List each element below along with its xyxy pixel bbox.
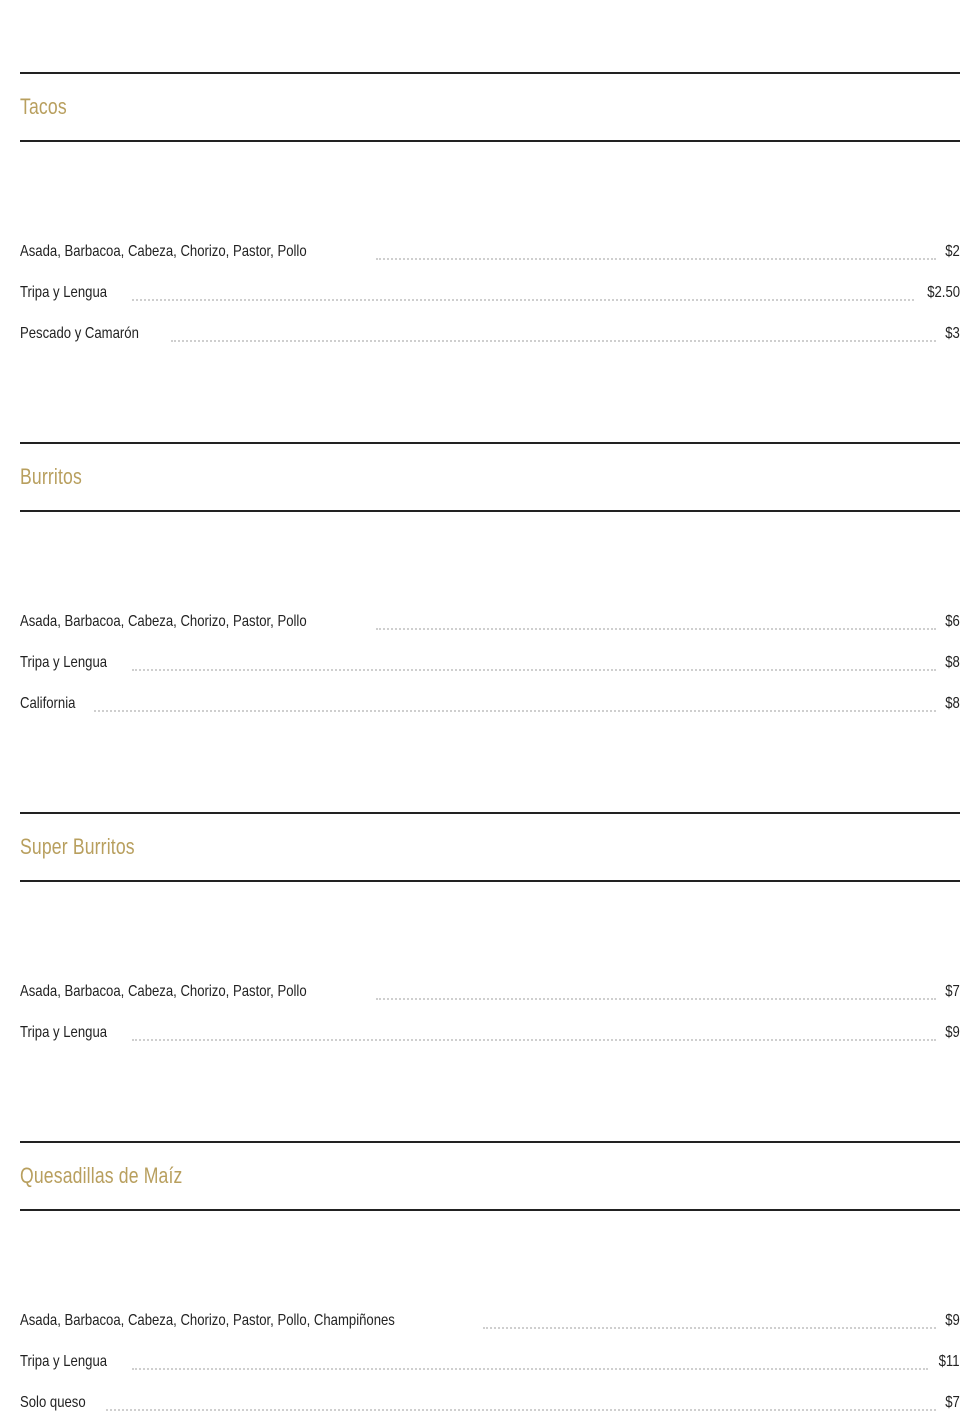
dot-leader [132, 299, 914, 301]
dot-leader [376, 258, 937, 260]
menu-item-name: Asada, Barbacoa, Cabeza, Chorizo, Pastor, Pollo [20, 612, 307, 630]
section-title: Quesadillas de Maíz [20, 1163, 183, 1188]
dot-leader [106, 1409, 936, 1411]
menu-item-price: $2 [945, 242, 960, 260]
menu-item-name: Tripa y Lengua [20, 1023, 108, 1041]
menu-item-price: $6 [945, 612, 960, 630]
dot-leader [132, 669, 936, 671]
section-divider [20, 880, 960, 882]
menu-item [20, 683, 960, 724]
dot-leader [132, 1039, 936, 1041]
menu-item [20, 642, 960, 683]
menu-item-name: Tripa y Lengua [20, 283, 108, 301]
dot-leader [171, 340, 936, 342]
menu-item-list [20, 601, 960, 724]
menu-item-name: Pescado y Camarón [20, 324, 139, 342]
menu-item-name: Asada, Barbacoa, Cabeza, Chorizo, Pastor, Pollo [20, 242, 307, 260]
menu-section-tacos [20, 72, 960, 354]
menu-item [20, 601, 960, 642]
menu-section-burritos [20, 442, 960, 724]
section-title: Tacos [20, 94, 67, 119]
menu-item-name: Asada, Barbacoa, Cabeza, Chorizo, Pastor, Pollo, Champiñones [20, 1311, 395, 1329]
dot-leader [376, 628, 937, 630]
menu-item-price: $9 [945, 1311, 960, 1329]
menu-item-price: $7 [945, 982, 960, 1000]
menu-item-price: $3 [945, 324, 960, 342]
menu-item-list [20, 1300, 960, 1423]
menu-item-name: Tripa y Lengua [20, 1352, 108, 1370]
menu-item-price: $9 [945, 1023, 960, 1041]
menu-item-list [20, 971, 960, 1053]
menu-item-name: California [20, 694, 76, 712]
menu-item [20, 1012, 960, 1053]
section-title: Burritos [20, 464, 82, 489]
menu-item-price: $8 [945, 653, 960, 671]
dot-leader [132, 1368, 928, 1370]
menu-item-price: $2.50 [927, 283, 960, 301]
menu-item-name: Solo queso [20, 1393, 86, 1411]
menu-item [20, 1300, 960, 1341]
menu-item-name: Asada, Barbacoa, Cabeza, Chorizo, Pastor, Pollo [20, 982, 307, 1000]
section-title: Super Burritos [20, 834, 135, 859]
menu-item [20, 313, 960, 354]
section-divider [20, 140, 960, 142]
menu-item-price: $8 [945, 694, 960, 712]
dot-leader [94, 710, 937, 712]
section-divider [20, 510, 960, 512]
menu-item [20, 1382, 960, 1423]
menu-item [20, 1341, 960, 1382]
menu-item-price: $7 [945, 1393, 960, 1411]
menu-item-name: Tripa y Lengua [20, 653, 108, 671]
menu-item [20, 231, 960, 272]
section-divider [20, 1209, 960, 1211]
menu-item [20, 272, 960, 313]
menu-item-price: $11 [939, 1352, 960, 1370]
menu-section-quesadillas [20, 1141, 960, 1423]
menu-item [20, 971, 960, 1012]
menu-item-list [20, 231, 960, 354]
menu-section-super-burritos [20, 812, 960, 1053]
dot-leader [483, 1327, 936, 1329]
dot-leader [376, 998, 937, 1000]
